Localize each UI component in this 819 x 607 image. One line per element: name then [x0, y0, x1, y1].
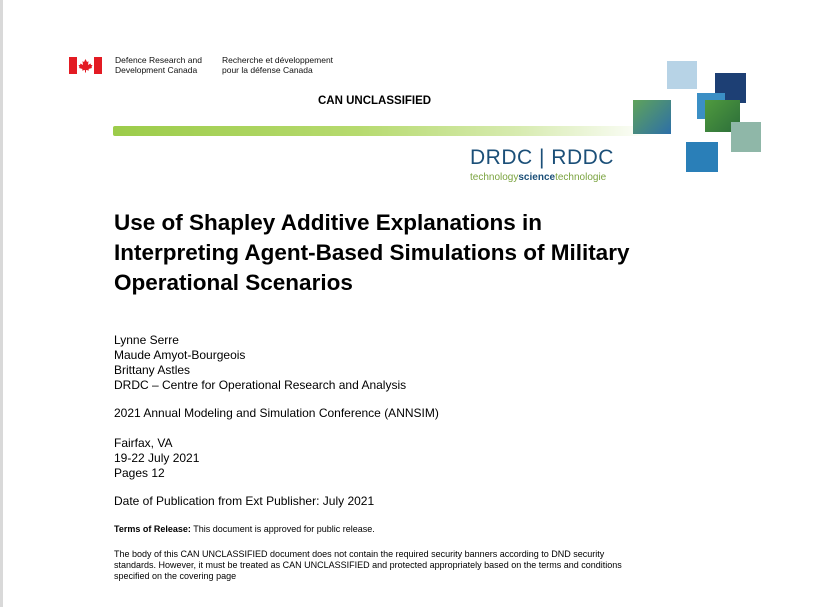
classification-banner: CAN UNCLASSIFIED	[318, 95, 432, 107]
author-affiliation: DRDC – Centre for Operational Research and Analysis	[114, 378, 407, 392]
agency-en-line-1: Defence Research and	[115, 55, 202, 65]
canada-flag-icon	[69, 57, 102, 74]
logo-square	[633, 100, 671, 134]
agency-fr-line-2: pour la défense Canada	[222, 65, 313, 75]
terms-of-release	[114, 524, 375, 534]
note-line: The body of this CAN UNCLASSIFIED document does not contain the required security banners according to DND security	[114, 549, 605, 559]
logo-square	[667, 61, 697, 89]
logo-square	[731, 122, 761, 152]
tagline-part-1: technology	[470, 172, 519, 183]
conference-block	[114, 406, 439, 421]
agency-name-french	[222, 55, 362, 75]
title-line: Operational Scenarios	[114, 270, 353, 295]
drdc-logo-text: DRDC | RDDC	[470, 146, 614, 169]
tagline-part-3: technologie	[555, 172, 607, 183]
tagline-part-2: science	[518, 172, 556, 183]
author-block	[114, 333, 406, 393]
page-edge	[0, 0, 3, 607]
event-details	[114, 436, 199, 481]
terms-label: Terms of Release:	[114, 524, 191, 534]
event-location: Fairfax, VA	[114, 436, 173, 450]
logo-square	[686, 142, 718, 172]
conference-name: 2021 Annual Modeling and Simulation Conference (ANNSIM)	[114, 406, 439, 420]
agency-name-english	[115, 55, 225, 75]
note-line: standards. However, it must be treated as CAN UNCLASSIFIED and protected appropriately based on the terms and conditions	[114, 560, 622, 570]
title-line: Interpreting Agent-Based Simulations of Military	[114, 240, 630, 265]
header-accent-bar	[113, 126, 653, 136]
author-name: Maude Amyot-Bourgeois	[114, 348, 246, 362]
author-name: Lynne Serre	[114, 333, 179, 347]
event-dates: 19-22 July 2021	[114, 451, 200, 465]
drdc-logo-tagline	[470, 172, 606, 183]
publication-date: Date of Publication from Ext Publisher: July 2021	[114, 494, 375, 508]
agency-en-line-2: Development Canada	[115, 65, 198, 75]
document-title	[114, 208, 734, 298]
terms-text: This document is approved for public release.	[190, 524, 375, 534]
author-name: Brittany Astles	[114, 363, 191, 377]
agency-fr-line-1: Recherche et développement	[222, 55, 334, 65]
title-line: Use of Shapley Additive Explanations in	[114, 210, 543, 235]
note-line: specified on the covering page	[114, 571, 237, 581]
publication-block	[114, 494, 374, 509]
security-note	[114, 549, 714, 582]
page-count: Pages 12	[114, 466, 165, 480]
